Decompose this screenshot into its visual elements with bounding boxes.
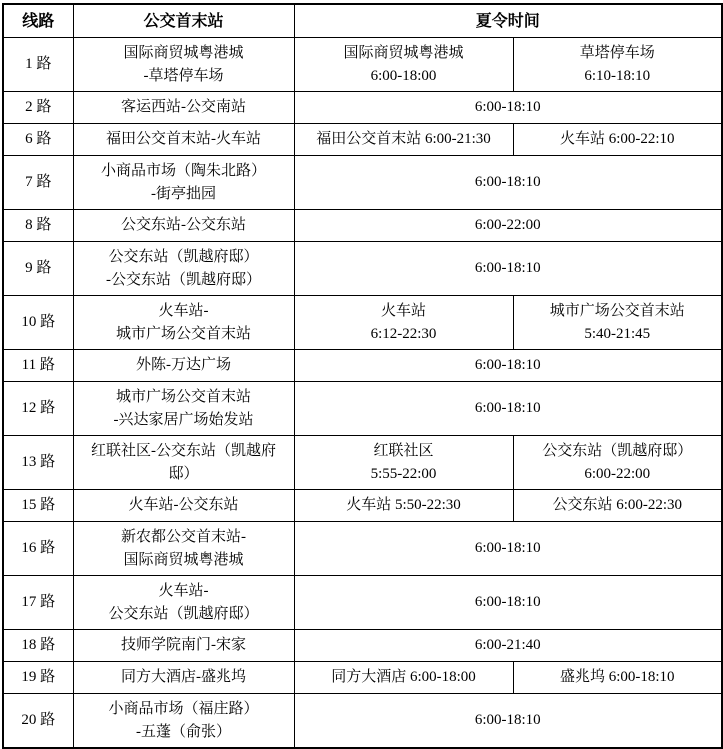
table-row: [3, 436, 722, 490]
cell-text: 红联社区: [373, 442, 434, 459]
cell-text: 6:12-22:30: [370, 325, 437, 342]
cell-text: -兴达家居广场始发站: [113, 411, 254, 428]
route-cell: [3, 490, 73, 522]
route-cell: [3, 576, 73, 630]
table-row: [3, 242, 722, 296]
table-row: [3, 630, 722, 662]
stations-cell: [73, 382, 294, 436]
cell-text: 小商品市场（福庄路）: [108, 700, 259, 717]
route-cell: [3, 436, 73, 490]
stations-cell: [73, 242, 294, 296]
cell-text: 15 路: [21, 497, 56, 513]
cell-text: 新农都公交首末站-: [121, 528, 246, 545]
stations-cell: [73, 630, 294, 662]
cell-text: 公交东站-公交东站: [121, 217, 246, 233]
table-row: [3, 350, 722, 382]
cell-text: 6:00-18:10: [474, 594, 541, 610]
time-cell-first: [294, 124, 513, 156]
cell-text: 火车站-: [158, 302, 209, 319]
cell-text: 6:00-21:40: [474, 637, 541, 653]
time-cell-merged: [294, 242, 722, 296]
stations-cell: [73, 92, 294, 124]
cell-text: 6 路: [25, 131, 52, 147]
cell-text: 12 路: [21, 400, 56, 416]
cell-text: 1 路: [25, 56, 52, 72]
cell-text: 6:00-18:10: [474, 400, 541, 416]
cell-text: 国际商贸城粤港城: [123, 44, 244, 61]
cell-text: 6:10-18:10: [584, 67, 651, 84]
cell-text: -五蓬（俞张）: [136, 723, 231, 740]
time-cell-last: [513, 490, 722, 522]
cell-text: 火车站-公交东站: [128, 497, 239, 513]
cell-text: 城市广场公交首末站: [115, 325, 251, 342]
time-cell-first: [294, 436, 513, 490]
cell-text: 福田公交首末站-火车站: [106, 131, 261, 147]
stations-cell: [73, 350, 294, 382]
cell-text: 6:00-22:00: [584, 465, 651, 482]
cell-text: 6:00-18:10: [474, 540, 541, 556]
time-cell-merged: [294, 522, 722, 576]
stations-cell: [73, 124, 294, 156]
cell-text: -草塔停车场: [143, 67, 224, 84]
time-cell-merged: [294, 92, 722, 124]
time-cell-merged: [294, 382, 722, 436]
cell-text: 福田公交首末站 6:00-21:30: [316, 131, 491, 147]
stations-cell: [73, 694, 294, 749]
cell-text: 6:00-18:10: [474, 357, 541, 373]
route-cell: [3, 662, 73, 694]
cell-text: 13 路: [21, 454, 56, 470]
route-cell: [3, 156, 73, 210]
table-row: [3, 662, 722, 694]
stations-cell: [73, 156, 294, 210]
time-cell-last: [513, 124, 722, 156]
cell-text: 19 路: [21, 669, 56, 685]
time-cell-merged: [294, 350, 722, 382]
time-cell-merged: [294, 156, 722, 210]
stations-cell: [73, 576, 294, 630]
stations-cell: [73, 490, 294, 522]
time-cell-merged: [294, 694, 722, 749]
cell-text: 外陈-万达广场: [136, 357, 231, 373]
route-cell: [3, 92, 73, 124]
route-cell: [3, 382, 73, 436]
time-cell-first: [294, 296, 513, 350]
time-cell-last: [513, 38, 722, 92]
cell-text: 盛兆坞 6:00-18:10: [559, 669, 675, 685]
time-cell-merged: [294, 576, 722, 630]
cell-text: 7 路: [25, 174, 52, 190]
cell-text: 公交东站（凯越府邸）: [108, 248, 259, 265]
route-cell: [3, 522, 73, 576]
cell-text: 同方大酒店 6:00-18:00: [331, 669, 476, 685]
table-row: [3, 694, 722, 749]
time-cell-merged: [294, 630, 722, 662]
time-cell-first: [294, 38, 513, 92]
route-cell: [3, 242, 73, 296]
cell-text: 5:55-22:00: [370, 465, 437, 482]
table-header: [3, 4, 722, 38]
route-cell: [3, 210, 73, 242]
cell-text: 6:00-22:00: [474, 217, 541, 233]
cell-text: 技师学院南门-宋家: [121, 637, 246, 653]
time-cell-last: [513, 662, 722, 694]
route-table-body: [3, 38, 722, 749]
cell-text: 20 路: [21, 712, 56, 728]
route-cell: [3, 296, 73, 350]
stations-cell: [73, 522, 294, 576]
stations-cell: [73, 662, 294, 694]
cell-text: 公交东站 6:00-22:30: [552, 497, 683, 513]
cell-text: 17 路: [21, 594, 56, 610]
route-cell: [3, 350, 73, 382]
header-summer-time: 夏令时间: [294, 4, 722, 38]
table-row: [3, 522, 722, 576]
cell-text: 火车站 5:50-22:30: [346, 497, 461, 513]
cell-text: 公交东站（凯越府邸）: [108, 605, 259, 622]
cell-text: 火车站 6:00-22:10: [559, 131, 675, 147]
cell-text: 同方大酒店-盛兆坞: [121, 669, 246, 685]
route-cell: [3, 630, 73, 662]
cell-text: 5:40-21:45: [584, 325, 651, 342]
stations-cell: [73, 38, 294, 92]
cell-text: 6:00-18:10: [474, 712, 541, 728]
stations-cell: [73, 296, 294, 350]
cell-text: 6:00-18:00: [370, 67, 437, 84]
time-cell-last: [513, 296, 722, 350]
cell-text: 16 路: [21, 540, 56, 556]
route-cell: [3, 694, 73, 749]
cell-text: 国际商贸城粤港城: [123, 551, 244, 568]
route-cell: [3, 124, 73, 156]
cell-text: 邸）: [168, 465, 199, 482]
bus-schedule-table: [2, 3, 723, 749]
cell-text: 城市广场公交首末站: [549, 302, 685, 319]
table-row: [3, 296, 722, 350]
table-row: [3, 576, 722, 630]
cell-text: 火车站-: [158, 582, 209, 599]
cell-text: 小商品市场（陶朱北路）: [100, 162, 266, 179]
cell-text: 8 路: [25, 217, 52, 233]
cell-text: -街亭拙园: [151, 185, 216, 202]
cell-text: 公交东站（凯越府邸）: [542, 442, 693, 459]
table-row: [3, 210, 722, 242]
table-row: [3, 92, 722, 124]
header-row: [3, 4, 722, 38]
cell-text: 10 路: [21, 314, 56, 330]
cell-text: 城市广场公交首末站: [115, 388, 251, 405]
time-cell-first: [294, 662, 513, 694]
cell-text: 客运西站-公交南站: [121, 99, 246, 115]
time-cell-first: [294, 490, 513, 522]
table-row: [3, 156, 722, 210]
cell-text: 国际商贸城粤港城: [343, 44, 464, 61]
cell-text: -公交东站（凯越府邸）: [106, 271, 261, 288]
time-cell-merged: [294, 210, 722, 242]
cell-text: 6:00-18:10: [474, 260, 541, 276]
stations-cell: [73, 210, 294, 242]
table-row: [3, 490, 722, 522]
cell-text: 9 路: [25, 260, 52, 276]
table-row: [3, 38, 722, 92]
header-stations: 公交首末站: [73, 4, 294, 38]
cell-text: 18 路: [21, 637, 56, 653]
route-cell: [3, 38, 73, 92]
cell-text: 草塔停车场: [579, 44, 655, 61]
table-row: [3, 382, 722, 436]
cell-text: 6:00-18:10: [474, 99, 541, 115]
cell-text: 6:00-18:10: [474, 174, 541, 190]
cell-text: 11 路: [21, 357, 55, 373]
table-row: [3, 124, 722, 156]
header-route: 线路: [3, 4, 73, 38]
time-cell-last: [513, 436, 722, 490]
cell-text: 火车站: [380, 302, 426, 319]
cell-text: 红联社区-公交东站（凯越府: [91, 442, 276, 459]
cell-text: 2 路: [25, 99, 52, 115]
stations-cell: [73, 436, 294, 490]
